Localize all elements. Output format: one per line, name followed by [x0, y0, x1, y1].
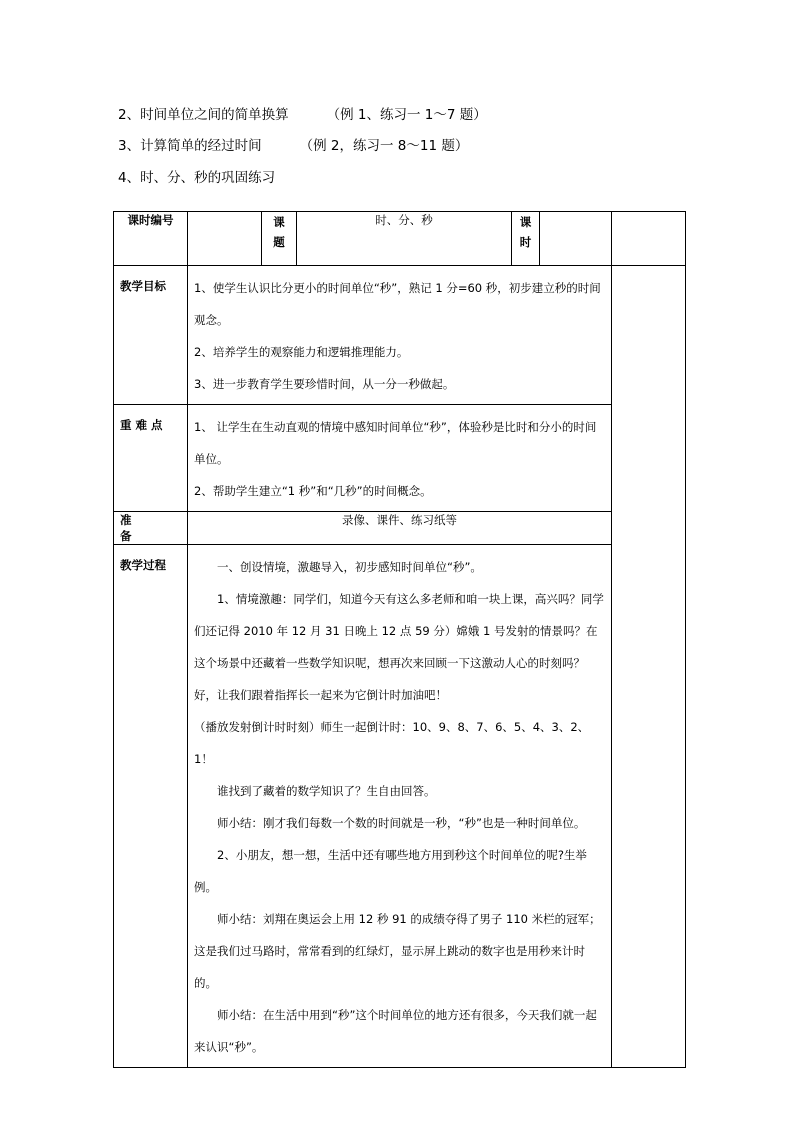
intro-line-2 [118, 134, 468, 154]
period-label [512, 212, 540, 266]
period-label-char-2: 时 [519, 235, 532, 249]
lesson-code-label: 课时编号 [114, 212, 188, 266]
process-paragraph: 师小结：刘翔在奥运会上用 12 秒 91 的成绩夺得了男子 110 米栏的冠军；这是我们过马路时，常常看到的红绿灯，显示屏上跳动的数字也是用秒来计时的。 [194, 912, 601, 990]
intro-line-1-ref: （例 1、练习一 1～7 题） [326, 107, 487, 123]
lesson-code-value [188, 212, 262, 266]
key-points-row [114, 405, 686, 512]
topic-label-char-2: 题 [273, 235, 285, 249]
process-paragraph: 谁找到了藏着的数学知识了？生自由回答。 [217, 784, 436, 798]
process-paragraph: 师小结：在生活中用到“秒”这个时间单位的地方还有很多，今天我们就一起来认识“秒”。 [194, 1008, 597, 1054]
key-point-item: 1、 让学生在生动直观的情境中感知时间单位“秒”，体验秒是比时和分小的时间单位。 [194, 420, 597, 466]
process-paragraph: 2、小朋友，想一想，生活中还有哪些地方用到秒这个时间单位的呢?生举例。 [194, 848, 587, 894]
objective-item: 3、进一步教育学生要珍惜时间，从一分一秒做起。 [194, 377, 455, 391]
preparation-row [114, 512, 686, 545]
header-row [114, 212, 686, 266]
process-paragraph: （播放发射倒计时时刻）师生一起倒计时：10、9、8、7、6、5、4、3、2、1！ [194, 720, 590, 766]
header-extra-cell [612, 212, 686, 266]
process-paragraph: 师小结：刚才我们每数一个数的时间就是一秒，“秒”也是一种时间单位。 [217, 816, 586, 830]
process-label: 教学过程 [114, 545, 188, 1068]
intro-line-1-text: 2、时间单位之间的简单换算 [118, 107, 289, 123]
process-row [114, 545, 686, 1068]
process-paragraph: 1、情境激趣：同学们，知道今天有这么多老师和咱一块上课，高兴吗？同学们还记得 2010 年 12 月 31 日晚上 12 点 59 分）嫦娥 1 号发射的情景吗？在这个场景中还藏着一些数学知识呢，想再次来回顾一下这激动人心的时刻吗？好，让我们跟着指挥长一起来为它倒计时加油吧！ [194, 592, 604, 702]
period-value [540, 212, 612, 266]
preparation-value: 录像、课件、练习纸等 [188, 512, 612, 545]
objective-item: 1、使学生认识比分更小的时间单位“秒”，熟记 1 分=60 秒，初步建立秒的时间观念。 [194, 281, 601, 327]
lesson-plan-table [113, 211, 686, 1068]
topic-value: 时、分、秒 [297, 212, 512, 266]
preparation-label-char-1: 准 [120, 513, 132, 527]
objectives-content [188, 266, 612, 405]
key-points-content [188, 405, 612, 512]
topic-label-char-1: 课 [273, 215, 285, 229]
objective-item: 2、培养学生的观察能力和逻辑推理能力。 [194, 345, 409, 359]
key-points-label: 重 难 点 [114, 405, 188, 512]
process-content [188, 545, 612, 1068]
objectives-label: 教学目标 [114, 266, 188, 405]
objectives-row [114, 266, 686, 405]
intro-line-3: 4、时、分、秒的巩固练习 [118, 170, 276, 186]
right-blank-column [612, 266, 686, 1068]
preparation-label-char-2: 备 [120, 529, 132, 543]
period-label-char-1: 课 [519, 215, 532, 229]
topic-label [262, 212, 297, 266]
intro-line-1 [118, 103, 487, 123]
intro-line-2-text: 3、计算简单的经过时间 [118, 138, 262, 154]
key-point-item: 2、帮助学生建立“1 秒”和“几秒”的时间概念。 [194, 484, 432, 498]
intro-line-2-ref: （例 2，练习一 8～11 题） [299, 138, 469, 154]
process-paragraph: 一、创设情境，激趣导入，初步感知时间单位“秒”。 [217, 560, 482, 574]
preparation-label [114, 512, 188, 545]
